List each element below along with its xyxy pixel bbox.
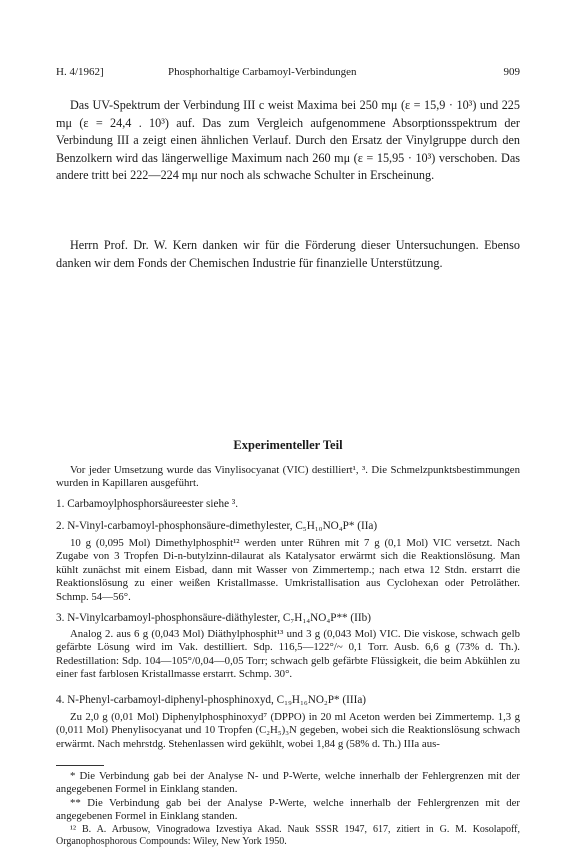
experimental-intro: Vor jeder Umsetzung wurde das Vinylisocyanat (VIC) destilliert¹, ³. Die Schmelzpunktsbestimmungen wurden in Kapillaren ausgeführt. bbox=[56, 464, 520, 490]
running-title: Phosphorhaltige Carbamoyl-Verbindungen bbox=[168, 66, 357, 78]
subsection-1: 1. Carbamoylphosphorsäureester siehe ³. bbox=[56, 498, 238, 510]
footnote-separator bbox=[56, 765, 104, 766]
page-number: 909 bbox=[503, 66, 520, 78]
subsection-3-title: 3. N-Vinylcarbamoyl-phosphonsäure-diäthylester, C₇H₁₄NO₄P** (IIb) bbox=[56, 612, 371, 624]
footnote-double-star: ** Die Verbindung gab bei der Analyse P-Werte, welche innerhalb der Fehlergrenzen mit der angegebenen Formel in Einklang standen. bbox=[56, 797, 520, 823]
footnote-star: * Die Verbindung gab bei der Analyse N- und P-Werte, welche innerhalb der Fehlergrenzen mit der angegebenen Formel in Einklang standen. bbox=[56, 770, 520, 796]
running-header bbox=[56, 66, 520, 82]
footnote-12: ¹² B. A. Arbusow, Vinogradowa Izvestiya Akad. Nauk SSSR 1947, 617, zitiert in G. M. Kosolapoff, Organophosphorous Compounds: Wiley, New York 1950. bbox=[56, 824, 520, 847]
acknowledgement-paragraph: Herrn Prof. Dr. W. Kern danken wir für die Förderung dieser Untersuchungen. Ebenso danken wir dem Fonds der Chemischen Industrie für finanzielle Unterstützung. bbox=[56, 238, 520, 270]
section-title: Experimenteller Teil bbox=[233, 438, 343, 452]
subsection-4-body: Zu 2,0 g (0,01 Mol) Diphenylphosphinoxyd⁷ (DPPO) in 20 ml Aceton werden bei Zimmertemp. 1,3 g (0,011 Mol) Phenylisocyanat und 10 Tropfen (C₂H₅)₃N gegeben, wobei sich die Reaktionslösung schwach erwärmt. Nach mehrstdg. Stehenlassen wird gekühlt, wobei 1,84 g (58% d. Th.) IIIa aus- bbox=[56, 711, 520, 750]
subsection-4-title: 4. N-Phenyl-carbamoyl-diphenyl-phosphinoxyd, C₁₉H₁₆NO₂P* (IIIa) bbox=[56, 694, 367, 706]
subsection-2-title: 2. N-Vinyl-carbamoyl-phosphonsäure-dimethylester, C₅H₁₀NO₄P* (IIa) bbox=[56, 520, 378, 532]
subsection-3-body: Analog 2. aus 6 g (0,043 Mol) Diäthylphosphit¹³ und 3 g (0,043 Mol) VIC. Die viskose, schwach gelb gefärbte Lösung wird im Vak. destilliert. Sdp. 116,5—122°/~ 0,1 Torr. Ausb. 6,6 g (73% d. Th.). Redestillation: Sdp. 104—105°/0,04—0,05 Torr; schwach gelb gefärbte Flüssigkeit, die beim Abkühlen zu einer fast farblosen Kristallmasse erstarrt. Schmp. 30°. bbox=[56, 628, 520, 681]
uv-spectrum-paragraph: Das UV-Spektrum der Verbindung III c weist Maxima bei 250 mμ (ε = 15,9 · 10³) und 225 mμ (ε = 24,4 . 10³) auf. Das zum Vergleich aufgenommene Absorptionsspektrum der Verbindung III a zeigt einen ähnlichen Verlauf. Durch den Ersatz der Vinylgruppe durch den Benzolkern wird das längerwellige Maximum nach 260 mμ (ε = 15,95 · 10³) verschoben. Das andere tritt bei 222—224 mμ nur noch als schwache Schulter in Erscheinung. bbox=[56, 98, 520, 183]
subsection-2-body: 10 g (0,095 Mol) Dimethylphosphit¹² werden unter Rühren mit 7 g (0,1 Mol) VIC versetzt. Nach Zugabe von 3 Tropfen Di-n-butylzinn-dilaurat als Katalysator erwärmt sich die Reaktionslösung. Man kühlt zunächst mit einem Eisbad, dann mit Wasser von Zimmertemp.; nach etwa 12 Stdn. erstarrt die Reaktionslösung zu einer weißen Kristallmasse. Umkristallisation aus Cyclohexan oder Petroläther. Schmp. 54—56°. bbox=[56, 537, 520, 603]
issue-reference: H. 4/1962] bbox=[56, 66, 104, 78]
